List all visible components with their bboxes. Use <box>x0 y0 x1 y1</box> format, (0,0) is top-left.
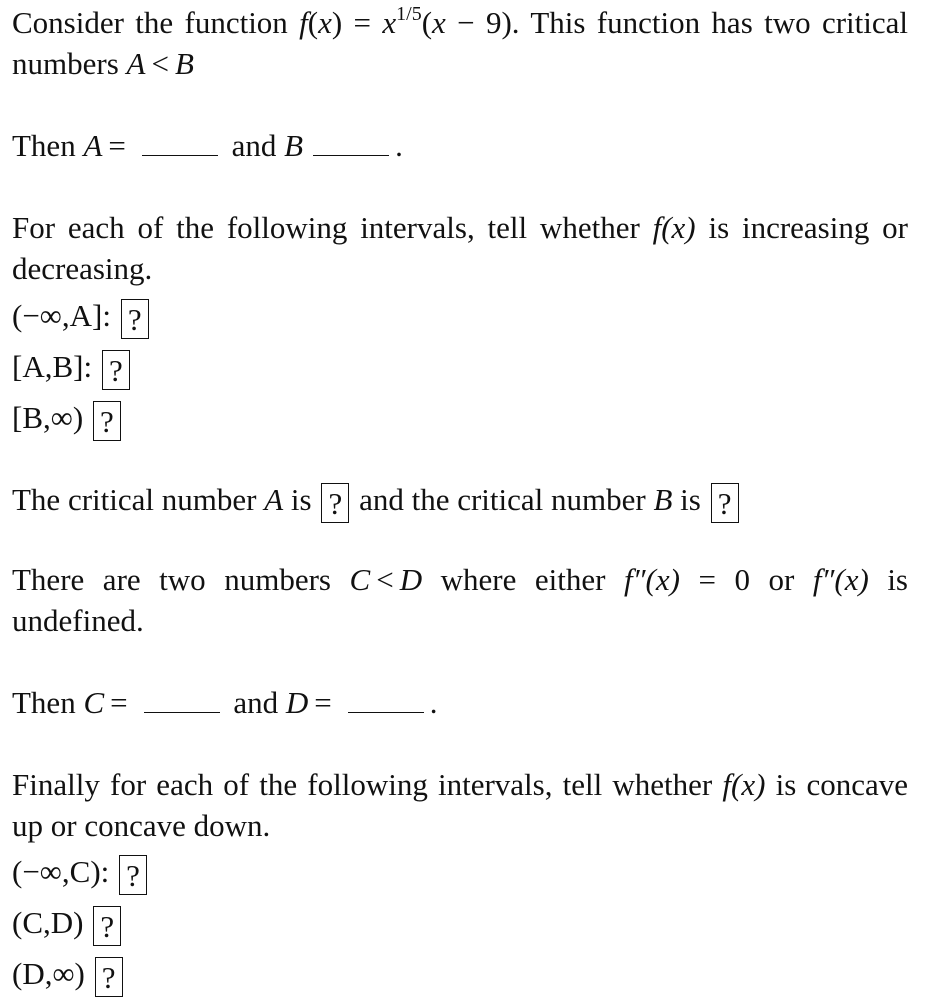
increasing-question <box>12 207 908 289</box>
answer-select[interactable]: ? <box>93 906 121 946</box>
answer-select[interactable]: ? <box>711 483 739 523</box>
var-b: B <box>174 46 194 81</box>
function-definition: $f(x) = x^{1/5}(x - 9)$ <box>299 2 512 40</box>
and-label: and <box>233 685 286 720</box>
inflection-statement <box>12 559 908 641</box>
interval-label: (−∞,C): <box>12 854 110 889</box>
interval-row <box>12 948 908 999</box>
answer-c-blank[interactable] <box>144 712 220 713</box>
text: is <box>672 482 709 517</box>
text: is undefined. <box>12 562 908 638</box>
text: and the critical number <box>351 482 654 517</box>
fx: f(x) <box>652 210 696 245</box>
interval-label: [A,B]: <box>12 349 93 384</box>
equals-zero: = 0 <box>679 562 750 597</box>
answer-a-blank[interactable] <box>142 155 218 156</box>
second-derivative: f″(x) <box>812 562 869 597</box>
answer-select[interactable]: ? <box>95 957 123 997</box>
period: . <box>395 128 403 163</box>
critical-answers <box>12 125 908 166</box>
fx: f(x) <box>722 767 766 802</box>
then-label: Then <box>12 685 84 720</box>
critical-intro: . This function has two critical numbers <box>12 5 908 81</box>
interval-label: [B,∞) <box>12 400 84 435</box>
interval-row <box>12 341 908 392</box>
var-c: C <box>83 685 105 720</box>
interval-row <box>12 290 908 341</box>
var-b: B <box>284 128 304 163</box>
interval-label: (D,∞) <box>12 956 85 991</box>
less-than: < <box>376 562 394 597</box>
answer-select[interactable]: ? <box>121 299 149 339</box>
question-text: For each of the following intervals, tell whether <box>12 210 653 245</box>
answer-select[interactable]: ? <box>102 350 130 390</box>
then-label: Then <box>12 128 84 163</box>
var-d: D <box>285 685 309 720</box>
text: The critical number <box>12 482 265 517</box>
interval-row <box>12 846 908 897</box>
less-than: < <box>151 46 169 81</box>
period: . <box>429 685 438 720</box>
answer-d-blank[interactable] <box>348 712 424 713</box>
inflection-answers <box>12 682 908 723</box>
second-derivative: f″(x) <box>623 562 680 597</box>
intro-text: Consider the function <box>12 5 300 40</box>
answer-select[interactable]: ? <box>119 855 147 895</box>
equals: = <box>314 685 332 720</box>
var-c: C <box>349 562 371 597</box>
question-text: Finally for each of the following intervals, tell whether <box>12 767 723 802</box>
concavity-intervals <box>12 846 908 999</box>
answer-select[interactable]: ? <box>321 483 349 523</box>
increasing-intervals <box>12 290 908 443</box>
answer-b-blank[interactable] <box>313 155 389 156</box>
concavity-question <box>12 764 908 846</box>
var-a: A <box>264 482 284 517</box>
answer-select[interactable]: ? <box>93 401 121 441</box>
text: or <box>749 562 813 597</box>
text: There are two numbers <box>12 562 350 597</box>
var-a: A <box>83 128 103 163</box>
interval-label: (C,D) <box>12 905 84 940</box>
interval-row <box>12 897 908 948</box>
var-a: A <box>126 46 146 81</box>
equals: = <box>110 685 128 720</box>
and-label: and <box>231 128 285 163</box>
problem-statement <box>12 2 908 84</box>
text: where either <box>422 562 624 597</box>
classification-question <box>12 474 908 525</box>
var-d: D <box>399 562 423 597</box>
question-text-end: is concave up or concave down. <box>12 767 908 843</box>
var-b: B <box>653 482 673 517</box>
text: is <box>283 482 320 517</box>
interval-label: (−∞,A]: <box>12 298 111 333</box>
interval-row <box>12 392 908 443</box>
equals: = <box>108 128 126 163</box>
question-text-end: is increasing or decreasing. <box>12 210 908 286</box>
